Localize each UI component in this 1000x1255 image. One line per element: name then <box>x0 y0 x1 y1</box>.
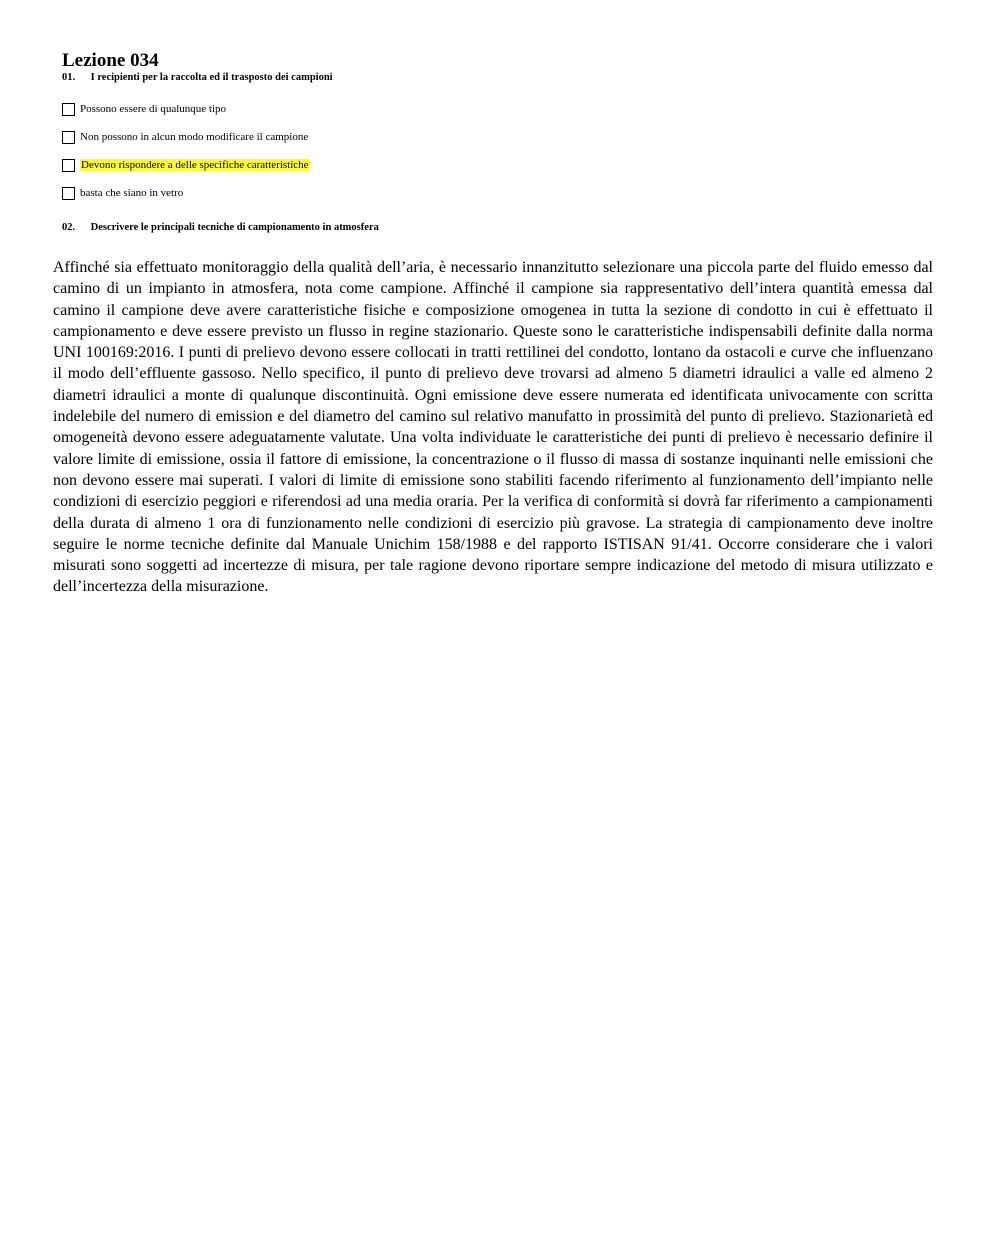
checkbox-icon[interactable] <box>62 131 75 144</box>
page-title: Lezione 034 <box>62 49 159 71</box>
answer-option-correct[interactable] <box>62 151 310 179</box>
answer-option-label: basta che siano in vetro <box>80 187 184 199</box>
answer-option-label-highlighted: Devono rispondere a delle specifiche caratteristiche <box>81 159 309 171</box>
question-2-text: Descrivere le principali tecniche di campionamento in atmosfera <box>90 222 379 233</box>
question-2-heading <box>62 221 379 235</box>
answer-option[interactable] <box>62 95 310 123</box>
answer-option[interactable] <box>62 179 310 207</box>
question-1-heading <box>62 71 333 85</box>
checkbox-icon[interactable] <box>62 103 75 116</box>
checkbox-icon[interactable] <box>62 159 75 172</box>
question-2-answer: Affinché sia effettuato monitoraggio della qualità dell’aria, è necessario innanzitutto selezionare una piccola parte del fluido emesso dal camino di un impianto in atmosfera, nota come campione. Affinché il campione sia rappresentativo dell’intera quantità emessa dal camino il campione deve avere caratteristiche fisiche e composizione omogenea in tutta la sezione di condotto in cui è effettuato il campionamento e deve essere previsto un flusso in regine stazionario. Queste sono le caratteristiche indispensabili definite dalla norma UNI 100169:2016. I punti di prelievo devono essere collocati in tratti rettilinei del condotto, lontano da ostacoli e curve che influenzano il modo dell’effluente gassoso. Nello specifico, il punto di prelievo deve trovarsi ad almeno 5 diametri idraulici a valle ed almeno 2 diametri idraulici a monte di qualunque discontinuità. Ogni emissione deve essere numerata ed identificata univocamente con scritta indelebile del numero di emission e del diametro del camino sul relativo manufatto in prossimità del punto di prelievo. Stazionarietà ed omogeneità devono essere adeguatamente valutate. Una volta individuate le caratteristiche dei punti di prelievo è necessario definire il valore limite di emissione, ossia il fattore di emissione, la concentrazione o il flusso di massa di sostanze inquinanti nelle emissioni che non devono essere mai superati. I valori di limite di emissione sono stabiliti facendo riferimento al funzionamento dell’impianto nelle condizioni di esercizio peggiori e riferendosi ad una media oraria. Per la verifica di conformità si dovrà far riferimento a campionamenti della durata di almeno 1 ora di funzionamento nelle condizioni di esercizio più gravose. La strategia di campionamento deve inoltre seguire le norme tecniche definite dal Manuale Unichim 158/1988 e del rapporto ISTISAN 91/41. Occorre considerare che i valori misurati sono soggetti ad incertezze di misura, per tale ragione devono riportare sempre indicazione del metodo di misura utilizzato e dell’incertezza della misurazione. <box>53 259 933 596</box>
question-1-number: 01. <box>62 72 76 83</box>
answer-option[interactable] <box>62 123 310 151</box>
checkbox-icon[interactable] <box>62 187 75 200</box>
question-1-options <box>62 95 310 207</box>
question-2-number: 02. <box>62 222 76 233</box>
answer-option-label: Possono essere di qualunque tipo <box>80 103 227 115</box>
question-1-text: I recipienti per la raccolta ed il trasposto dei campioni <box>90 72 333 83</box>
answer-option-label: Non possono in alcun modo modificare il campione <box>80 131 309 143</box>
